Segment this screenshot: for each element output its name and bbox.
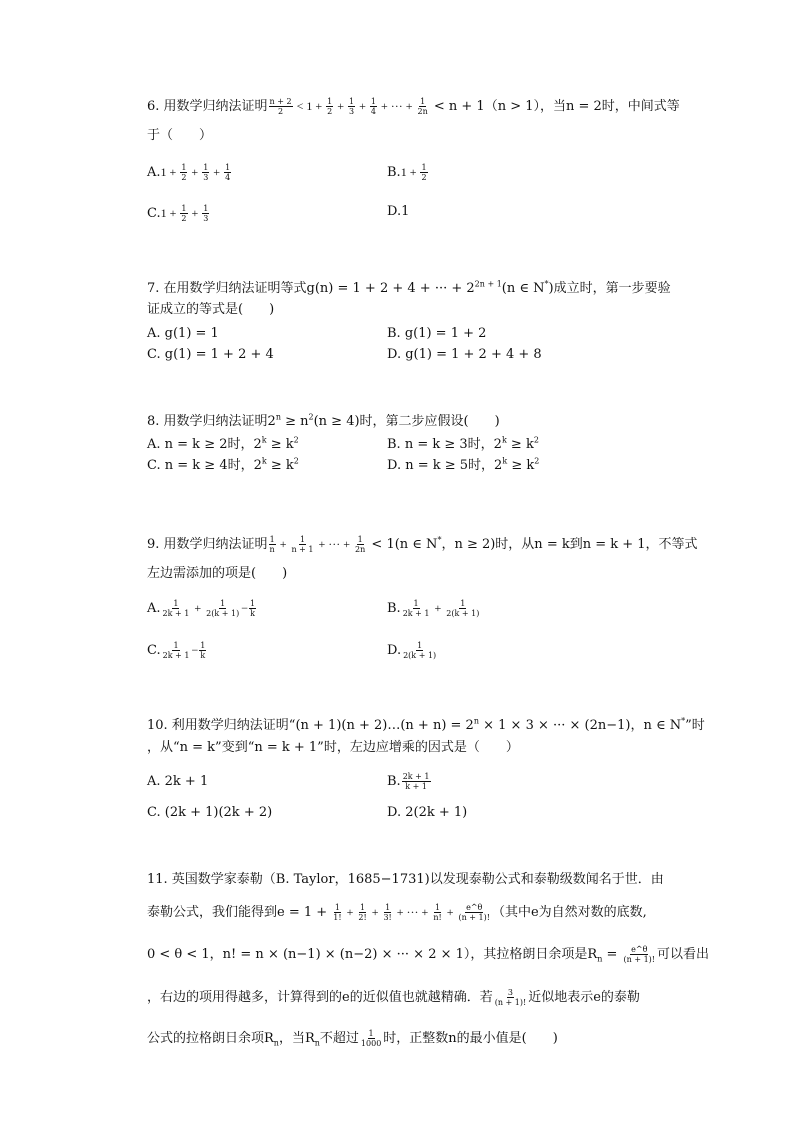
- q6-b-frac: $\frac{1}{2}$: [421, 163, 427, 182]
- q11-stem-line5: 公式的拉格朗日余项$R_n$，当$R_n$不超过 $\frac{1}{1000}$ 时，正整数n的最小值是( ): [147, 1029, 558, 1048]
- q9-b-frac-1: $\frac{1}{2k + 1}$: [402, 599, 430, 618]
- q7-option-b[interactable]: B. g(1) = 1 + 2: [387, 326, 487, 341]
- q11-stem-line2: 泰勒公式，我们能得到e = 1 + $\frac{1}{1!}$ + $\frac{1}{2!}$ + $\frac{1}{3!}$ + ··· + $\frac{1}{n!}$ + $\frac{e\^{}\theta}{(n + 1)!}$ （其中e为自然对数的底数,: [147, 903, 647, 922]
- q10-option-c[interactable]: C. (2k + 1)(2k + 2): [147, 805, 273, 820]
- q11-frac-3: $\frac{1}{3!}$: [383, 903, 392, 922]
- q6-option-a[interactable]: A.1 + $\frac{1}{2}$ + $\frac{1}{3}$ + $\frac{1}{4}$: [147, 163, 231, 182]
- q9-frac-3: $\frac{1}{2n}$: [355, 535, 366, 554]
- q7-option-d[interactable]: D. g(1) = 1 + 2 + 4 + 8: [387, 347, 542, 362]
- q8-stem: 8. 用数学归纳法证明$2^n \ge n^2(n \ge 4)$时，第二步应假设( ): [147, 412, 500, 429]
- q11-frac-5: $\frac{e\^{}\theta}{(n + 1)!}$: [458, 903, 490, 922]
- q11-frac-1: $\frac{1}{1!}$: [333, 903, 342, 922]
- q11-frac-remainder: $\frac{e\^{}\theta}{(n + 1)!}$: [623, 945, 656, 964]
- q6-a-frac-1: $\frac{1}{2}$: [181, 163, 187, 182]
- q8-option-c[interactable]: C. n = k ≥ 4时，$2^k \ge k^2$: [147, 456, 299, 473]
- q8-option-b[interactable]: B. n = k ≥ 3时，$2^k \ge k^2$: [387, 435, 539, 452]
- q9-option-a[interactable]: A. $\frac{1}{2k + 1}$ + $\frac{1}{2(k + 1)}$ − $\frac{1}{k}$: [147, 599, 256, 618]
- q6-prefix: 6. 用数学归纳法证明: [147, 99, 268, 114]
- q10-stem-line1: 10. 利用数学归纳法证明“(n + 1)(n + 2)…(n + $n) = 2^n \times 1 \times 3$ × ··· × (2n−1)，n ∈ N*”时: [147, 716, 705, 733]
- q9-frac-2: $\frac{1}{n + 1}$: [291, 535, 314, 554]
- q9-option-c[interactable]: C. $\frac{1}{2k + 1}$ − $\frac{1}{k}$: [147, 641, 206, 660]
- q11-frac-approx: $\frac{3}{(n + 1)!}$: [494, 988, 527, 1007]
- q7-stem-line2: 证成立的等式是( ): [147, 302, 275, 317]
- q6-tail: < n + 1（n > 1），当n = 2时，中间式等: [429, 99, 680, 114]
- q6-option-c[interactable]: C.1 + $\frac{1}{2}$ + $\frac{1}{3}$: [147, 204, 209, 223]
- q6-a-frac-3: $\frac{1}{4}$: [225, 163, 231, 182]
- q6-a-frac-2: $\frac{1}{3}$: [203, 163, 209, 182]
- q9-b-frac-2: $\frac{1}{2(k + 1)}$: [446, 599, 480, 618]
- q9-a-frac-3: $\frac{1}{k}$: [249, 599, 256, 618]
- q9-d-frac: $\frac{1}{2(k + 1)}$: [403, 641, 437, 660]
- q9-stem-line2: 左边需添加的项是( ): [147, 566, 288, 581]
- q10-option-d[interactable]: D. 2(2k + 1): [387, 805, 468, 820]
- q10-option-b[interactable]: B. $\frac{2k + 1}{k + 1}$: [387, 772, 430, 791]
- q9-option-d[interactable]: D. $\frac{1}{2(k + 1)}$: [387, 641, 437, 660]
- q6-option-d[interactable]: D.1: [387, 204, 410, 219]
- q7-option-a[interactable]: A. g(1) = 1: [147, 326, 219, 341]
- q11-frac-bound: $\frac{1}{1000}$: [360, 1029, 382, 1048]
- q6-frac-2: $\frac{1}{3}$: [349, 97, 355, 116]
- q7-stem-line1: 7. 在用数学归纳法证明等式g(n) = 1 + 2 + 4 + ··· + $2^{2n + 1}(n$ ∈ N*)成立时，第一步要验: [147, 279, 671, 296]
- q6-frac-1: $\frac{1}{2}$: [327, 97, 333, 116]
- q11-stem-line3: 0 < θ < 1，n! = n × (n−1) × (n−2) × ··· × 2 × 1），其拉格朗日余项是$R_n$ = $\frac{e\^{}\theta}{(n + 1)!}$ 可以看出: [147, 945, 710, 964]
- q9-frac-1: $\frac{1}{n}$: [269, 535, 275, 554]
- q9-a-frac-2: $\frac{1}{2(k + 1)}$: [206, 599, 240, 618]
- q6-stem-line2: 于（ ）: [147, 128, 213, 143]
- q7-option-c[interactable]: C. g(1) = 1 + 2 + 4: [147, 347, 274, 362]
- q8-option-d[interactable]: D. n = k ≥ 5时，$2^k \ge k^2$: [387, 456, 540, 473]
- q9-option-b[interactable]: B. $\frac{1}{2k + 1}$ + $\frac{1}{2(k + 1)}$: [387, 599, 480, 618]
- q6-option-b[interactable]: B.1 + $\frac{1}{2}$: [387, 163, 427, 182]
- q6-c-frac-2: $\frac{1}{3}$: [203, 204, 209, 223]
- q6-stem-line1: 6. 用数学归纳法证明 $\frac{n + 2}{2}$ < 1 + $\frac{1}{2}$ + $\frac{1}{3}$ + $\frac{1}{4}$ + ··· + $\frac{1}{2n}$ < n + 1（n > 1），当n = 2时，中间式等: [147, 97, 680, 116]
- q9-a-frac-1: $\frac{1}{2k + 1}$: [162, 599, 190, 618]
- q6-frac-4: $\frac{1}{2n}$: [417, 97, 428, 116]
- q9-stem-line1: 9. 用数学归纳法证明 $\frac{1}{n}$ + $\frac{1}{n + 1}$ + ··· + $\frac{1}{2n}$ < 1(n ∈ N*，n ≥ 2)时，从n = k到n = k + 1，不等式: [147, 535, 698, 554]
- q11-stem-line1: 11. 英国数学家泰勒（B. Taylor，1685−1731)以发现泰勒公式和泰勒级数闻名于世．由: [147, 872, 664, 887]
- q9-c-frac-2: $\frac{1}{k}$: [200, 641, 206, 660]
- q6-c-frac-1: $\frac{1}{2}$: [181, 204, 187, 223]
- q6-frac-lhs: $\frac{n + 2}{2}$: [269, 97, 292, 116]
- q11-frac-2: $\frac{1}{2!}$: [358, 903, 367, 922]
- q11-stem-line4: ，右边的项用得越多，计算得到的e的近似值也就越精确．若 $\frac{3}{(n + 1)!}$ 近似地表示e的泰勒: [147, 988, 640, 1007]
- q10-option-a[interactable]: A. 2k + 1: [147, 774, 209, 789]
- q8-option-a[interactable]: A. n = k ≥ 2时，$2^k \ge k^2$: [147, 435, 299, 452]
- q10-b-frac: $\frac{2k + 1}{k + 1}$: [402, 772, 430, 791]
- q10-stem-line2: ，从“n = k”变到“n = k + 1”时，左边应增乘的因式是（ ）: [147, 740, 519, 755]
- q11-frac-4: $\frac{1}{n!}$: [433, 903, 442, 922]
- q6-frac-3: $\frac{1}{4}$: [370, 97, 376, 116]
- q9-c-frac-1: $\frac{1}{2k + 1}$: [162, 641, 190, 660]
